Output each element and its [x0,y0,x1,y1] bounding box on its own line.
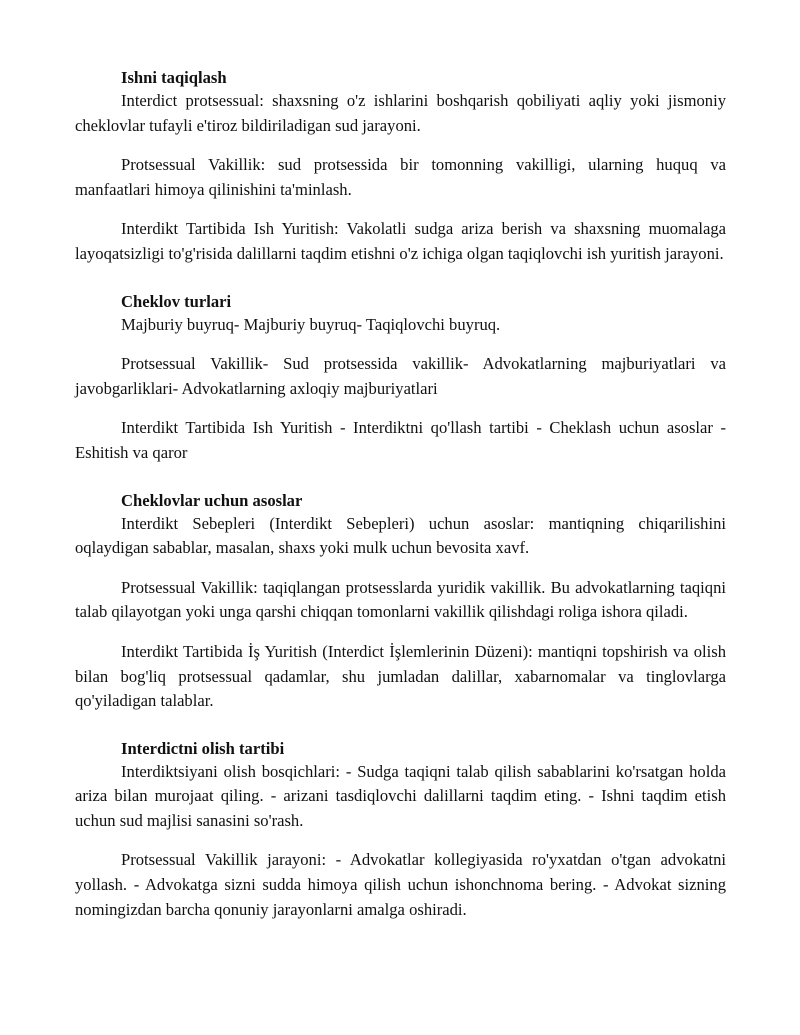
document-page [75,67,726,946]
paragraph: Protsessual Vakillik jarayoni: - Advokatlar kollegiyasida ro'yxatdan o'tgan advokatni yollash. - Advokatga sizni sudda himoya qilish uchun ishonchnoma bering. - Advokat sizning nomingizdan barcha qonuniy jarayonlarni amalga oshiradi. [75,850,726,919]
paragraph: Interdikt Tartibida İş Yuritish (Interdict İşlemlerinin Düzeni): mantiqni topshirish va olish bilan bog'liq protsessual qadamlar, shu jumladan dalillar, xabarnomalar va tinglovlarga qo'yiladigan talablar. [75,641,726,711]
section-cheklovlar-uchun-asoslar [75,490,726,714]
paragraph: Protsessual Vakillik- Sud protsessida vakillik- Advokatlarning majburiyatlari va javobgarliklari- Advokatlarning axloqiy majburiyatlari [75,354,726,398]
paragraph: Interdict protsessual: shaxsning o'z ishlarini boshqarish qobiliyati aqliy yoki jismoniy cheklovlar tufayli e'tiroz bildiriladigan sud jarayoni. [75,91,726,135]
section-cheklov-turlari [75,291,726,466]
paragraph: Protsessual Vakillik: sud protsessida bir tomonning vakilligi, ularning huquq va manfaatlari himoya qilinishini ta'minlash. [75,155,726,199]
paragraph: Interdikt Tartibida Ish Yuritish: Vakolatli sudga ariza berish va shaxsning muomalaga layoqatsizligi to'g'risida dalillarni taqdim etishni o'z ichiga olgan taqiqlovchi ish yuritish jarayoni. [75,219,726,263]
section-heading: Cheklov turlari [121,291,232,311]
section-heading: Ishni taqiqlash [121,68,227,87]
paragraph: Interdiktsiyani olish bosqichlari: - Sudga taqiqni talab qilish sabablarini ko'rsatgan holda ariza bilan murojaat qiling. - arizani tasdiqlovchi dalillarni taqdim eting. - Ishni taqdim etish uchun sud majlisi sanasini so'rash. [75,761,726,830]
section-ishni-taqiqlash [75,67,726,267]
section-interdictni-olish-tartibi [75,738,726,923]
paragraph: Interdikt Sebepleri (Interdikt Sebepleri) uchun asoslar: mantiqning chiqarilishini oqlaydigan sabablar, masalan, shaxs yoki mulk uchun bevosita xavf. [75,513,726,558]
section-heading: Interdictni olish tartibi [121,738,285,758]
paragraph: Majburiy buyruq- Majburiy buyruq- Taqiqlovchi buyruq. [121,314,501,334]
section-heading: Cheklovlar uchun asoslar [121,490,303,510]
paragraph: Interdikt Tartibida Ish Yuritish - Interdiktni qo'llash tartibi - Cheklash uchun asoslar - Eshitish va qaror [75,418,726,462]
paragraph: Protsessual Vakillik: taqiqlangan protsesslarda yuridik vakillik. Bu advokatlarning taqiqni talab qilayotgan yoki unga qarshi chiqqan tomonlarni vakillik qilishdagi roliga ishora qiladi. [75,577,726,622]
